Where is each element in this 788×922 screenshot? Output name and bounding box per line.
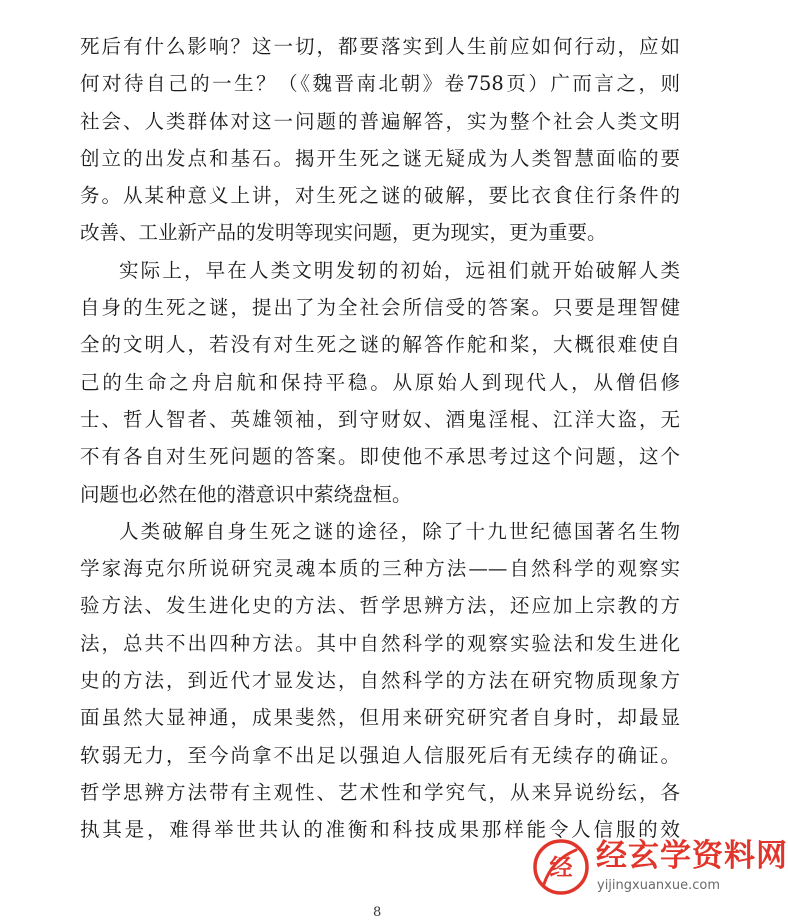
text-line: 己的生命之舟启航和保持平稳。从原始人到现代人，从僧侣修: [80, 370, 680, 394]
site-watermark: [532, 836, 788, 898]
text-line: 全的文明人，若没有对生死之谜的解答作舵和桨，大概很难使自: [80, 333, 680, 357]
text-line: 史的方法，到近代才显发达，自然科学的方法在研究物质现象方: [80, 669, 680, 693]
text-line: 改善、工业新产品的发明等现实问题，更为现实，更为重要。: [80, 221, 607, 245]
text-line: 执其是，难得举世共认的准衡和科技成果那样能令人信服的效: [80, 818, 680, 842]
text-line: 士、哲人智者、英雄领袖，到守财奴、酒鬼淫棍、江洋大盗，无: [80, 407, 680, 431]
text-line: 务。从某种意义上讲，对生死之谜的破解，要比衣食住行条件的: [80, 184, 680, 208]
text-line: 创立的出发点和基石。揭开生死之谜无疑成为人类智慧面临的要: [80, 146, 680, 170]
text-line: 学家海克尔所说研究灵魂本质的三种方法——自然科学的观察实: [80, 557, 680, 581]
text-line: 自身的生死之谜，提出了为全社会所信受的答案。只要是理智健: [80, 296, 680, 320]
watermark-url: yijingxuanxue.com: [597, 878, 720, 893]
text-line: 问题也必然在他的潜意识中萦绕盘桓。: [80, 482, 412, 506]
watermark-title: 经玄学资料网: [596, 838, 788, 874]
text-line: 不有各自对生死问题的答案。即使他不承思考过这个问题，这个: [80, 445, 680, 469]
svg-text:经: 经: [549, 855, 573, 881]
text-line: 面虽然大显神通，成果斐然，但用来研究研究者自身时，却最显: [80, 706, 680, 730]
paragraph-first-line: 实际上，早在人类文明发轫的初始，远祖们就开始破解人类: [119, 258, 680, 282]
page-number: 8: [373, 905, 382, 920]
text-line: 社会、人类群体对这一问题的普遍解答，实为整个社会人类文明: [80, 109, 680, 133]
text-line: 验方法、发生进化史的方法、哲学思辨方法，还应加上宗教的方: [80, 594, 680, 618]
text-line: 死后有什么影响？这一切，都要落实到人生前应如何行动，应如: [80, 35, 680, 58]
text-line: 软弱无力，至今尚拿不出足以强迫人信服死后有无续存的确证。: [80, 743, 680, 767]
watermark-logo-icon: [532, 838, 592, 896]
body-text: [80, 28, 680, 849]
text-line: 何对待自己的一生？（《魏晋南北朝》卷758页）广而言之，则: [80, 72, 680, 96]
text-line: 哲学思辨方法带有主观性、艺术性和学究气，从来异说纷纭，各: [80, 780, 680, 804]
text-line: 法，总共不出四种方法。其中自然科学的观察实验法和发生进化: [80, 631, 680, 655]
paragraph-first-line: 人类破解自身生死之谜的途径，除了十九世纪德国著名生物: [119, 519, 680, 543]
